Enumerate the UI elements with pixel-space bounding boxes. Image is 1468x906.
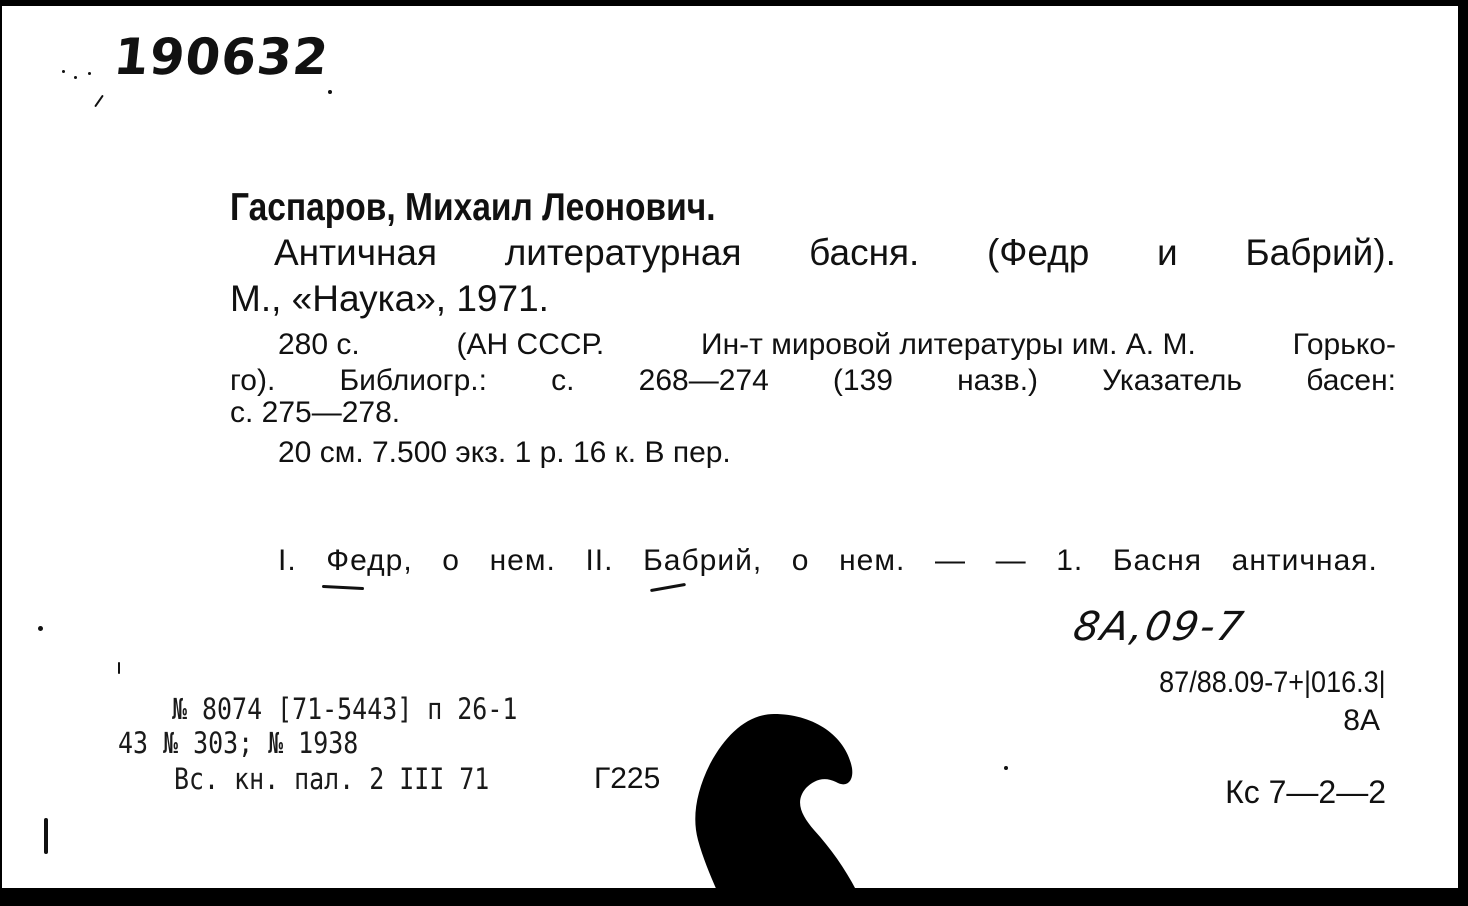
subject-word: I. [278, 544, 297, 577]
physical-description-line-1 [278, 328, 1396, 362]
title-word: и [1157, 232, 1178, 273]
author-heading: Гаспаров, Михаил Леонович. [230, 186, 716, 229]
print-info-line-1: № 8074 [71-5443] п 26-1 [172, 692, 518, 726]
subject-word: Бабрий, [643, 544, 763, 577]
physical-word: Указатель [1102, 364, 1243, 397]
scan-speck [44, 818, 48, 854]
subject-word: Федр, [326, 544, 413, 577]
scan-speck [74, 76, 77, 79]
classification-code: 8А [1343, 704, 1380, 737]
pencil-underline-mark [322, 585, 364, 590]
punch-hole-shadow [674, 706, 874, 906]
physical-description-line-2 [230, 364, 1396, 398]
inventory-number: 190632 [110, 28, 332, 86]
scan-speck [1004, 766, 1008, 770]
card-code: Кс 7—2—2 [1225, 774, 1386, 810]
subject-word: II. [585, 544, 614, 577]
physical-word: Горько- [1292, 328, 1396, 361]
title-line-1 [274, 232, 1396, 274]
physical-word: (АН СССР. [456, 328, 605, 361]
subject-headings [278, 544, 1378, 578]
physical-word: го). [230, 364, 276, 397]
physical-word: с. [551, 364, 575, 397]
subject-word: нем. [839, 544, 906, 577]
scan-speck [118, 662, 120, 674]
scan-speck [62, 70, 65, 73]
subject-word: античная. [1231, 544, 1378, 577]
subject-word: — [934, 544, 966, 577]
title-word: Античная [274, 232, 438, 273]
physical-word: назв.) [957, 364, 1039, 397]
title-word: Бабрий). [1245, 232, 1396, 273]
physical-word: басен: [1306, 364, 1396, 397]
imprint-line: М., «Наука», 1971. [230, 278, 549, 319]
classification-index: 87/88.09-7+|016.3| [1159, 666, 1386, 699]
subject-word: — [995, 544, 1027, 577]
print-info-line-3: Вс. кн. пал. 2 III 71 [174, 762, 490, 796]
physical-description-line-3: с. 275—278. [230, 396, 401, 429]
subject-word: 1. [1056, 544, 1084, 577]
print-info-line-2: 43 № 303; № 1938 [118, 726, 359, 760]
physical-word: (139 [832, 364, 893, 397]
subject-word: о [791, 544, 810, 577]
title-word: литературная [504, 232, 742, 273]
scan-speck [328, 90, 332, 94]
pencil-underline-mark [650, 583, 686, 592]
physical-word: 280 с. [278, 328, 360, 361]
handwritten-classification: 8А,09-7 [1069, 604, 1249, 650]
physical-description-line-4: 20 см. 7.500 экз. 1 р. 16 к. В пер. [278, 436, 731, 469]
subject-word: о [442, 544, 460, 577]
print-code: Г225 [594, 762, 661, 795]
subject-word: Басня [1112, 544, 1203, 577]
scan-speck [38, 626, 43, 631]
subject-word: нем. [489, 544, 556, 577]
title-word: басня. [809, 232, 920, 273]
title-word: (Федр [986, 232, 1090, 273]
catalog-card [0, 6, 1464, 888]
physical-word: 268—274 [638, 364, 769, 397]
scan-speck [88, 72, 91, 75]
physical-word: Библиогр.: [339, 364, 487, 397]
scan-speck [94, 95, 104, 108]
physical-word: Ин-т мировой литературы им. А. М. [701, 328, 1196, 361]
